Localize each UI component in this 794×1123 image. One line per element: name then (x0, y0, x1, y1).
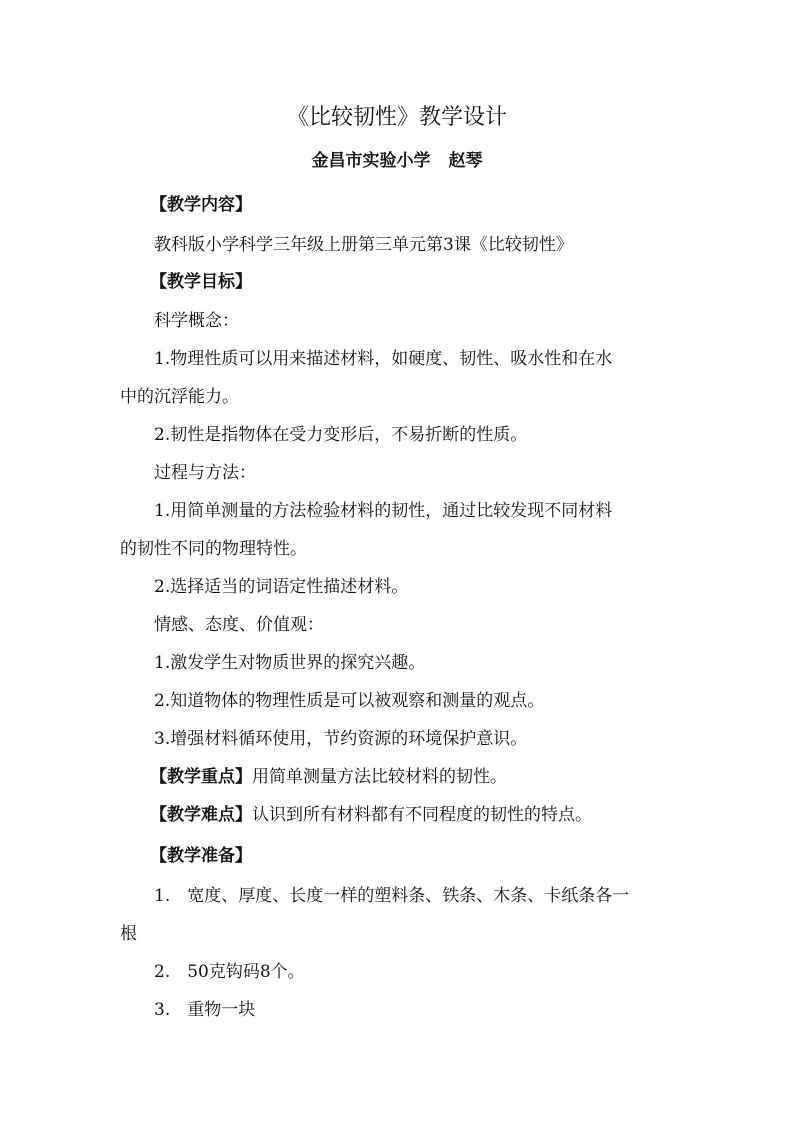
preparation-item-1-line-2: 根 (120, 924, 137, 944)
preparation-item-2: 2. 50克钩码8个。 (154, 962, 305, 982)
preparation-item-1-line-1: 1. 宽度、厚度、长度一样的塑料条、铁条、木条、卡纸条各一 (154, 886, 630, 906)
emotion-item-3: 3.增强材料循环使用，节约资源的环境保护意识。 (154, 729, 528, 749)
concept-label: 科学概念： (154, 311, 239, 331)
section-heading-content: 【教学内容】 (150, 195, 252, 215)
process-item-1-line-1: 1.用简单测量的方法检验材料的韧性，通过比较发现不同材料 (154, 501, 613, 521)
emotion-item-2: 2.知道物体的物理性质是可以被观察和测量的观点。 (154, 691, 545, 711)
concept-item-2: 2.韧性是指物体在受力变形后，不易折断的性质。 (154, 425, 528, 445)
author-school: 金昌市实验小学 (311, 151, 431, 171)
key-point-row (150, 766, 710, 788)
key-point-text: 用简单测量方法比较材料的韧性。 (252, 767, 507, 787)
author-name: 赵琴 (448, 151, 483, 171)
section-heading-goals: 【教学目标】 (150, 272, 252, 292)
preparation-item-3: 3. 重物一块 (154, 1000, 256, 1020)
concept-item-1-line-2: 中的沉浮能力。 (120, 387, 239, 407)
process-label: 过程与方法： (154, 463, 256, 483)
process-item-1-line-2: 的韧性不同的物理特性。 (120, 539, 307, 559)
content-text: 教科版小学科学三年级上册第三单元第3课《比较韧性》 (154, 235, 573, 255)
emotion-item-1: 1.激发学生对物质世界的探究兴趣。 (154, 653, 426, 673)
concept-item-1-line-1: 1.物理性质可以用来描述材料，如硬度、韧性、吸水性和在水 (154, 349, 613, 369)
section-heading-difficulty: 【教学难点】 (150, 805, 252, 825)
process-item-2: 2.选择适当的词语定性描述材料。 (154, 577, 409, 597)
document-title: 《比较韧性》教学设计 (286, 105, 507, 130)
emotion-label: 情感、态度、价值观： (154, 615, 324, 635)
author-line (0, 150, 794, 172)
section-heading-preparation: 【教学准备】 (150, 846, 252, 866)
difficulty-row (150, 804, 710, 826)
difficulty-text: 认识到所有材料都有不同程度的韧性的特点。 (252, 805, 592, 825)
section-heading-key-point: 【教学重点】 (150, 767, 252, 787)
